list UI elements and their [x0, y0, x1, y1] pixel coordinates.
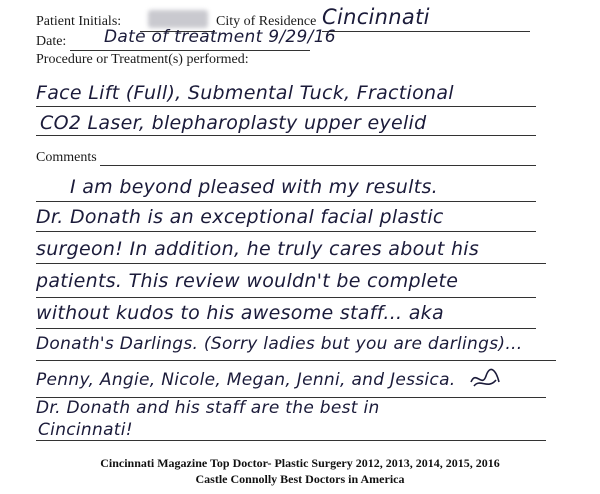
comment-line-3: surgeon! In addition, he truly cares about his	[36, 238, 480, 260]
city-label: City of Residence	[216, 14, 317, 29]
comments-label: Comments	[36, 150, 97, 165]
scribble-mark	[468, 368, 502, 390]
procedure-rule-2	[36, 135, 536, 136]
comment-line-9: Cincinnati!	[38, 420, 133, 440]
date-label: Date:	[36, 34, 67, 49]
procedure-rule-1	[36, 106, 536, 107]
comment-rule-1	[36, 201, 536, 202]
date-value: Date of treatment 9/29/16	[104, 27, 336, 47]
comment-line-7: Penny, Angie, Nicole, Megan, Jenni, and Jessica.	[36, 370, 456, 390]
comment-rule-3	[36, 263, 546, 264]
procedure-label: Procedure or Treatment(s) performed:	[36, 52, 249, 67]
comment-rule-6	[36, 360, 556, 361]
patient-initials-label: Patient Initials:	[36, 14, 122, 29]
comment-rule-5	[36, 328, 536, 329]
date-rule	[70, 50, 310, 51]
procedure-line-2: CO2 Laser, blepharoplasty upper eyelid	[40, 112, 427, 134]
procedure-line-1: Face Lift (Full), Submental Tuck, Fractional	[36, 82, 454, 104]
comment-line-6: Donath's Darlings. (Sorry ladies but you are darlings)...	[36, 334, 523, 354]
footer-castle-connolly: Castle Connolly Best Doctors in America	[195, 472, 405, 486]
comment-line-1: I am beyond pleased with my results.	[70, 176, 439, 198]
city-rule	[322, 31, 530, 32]
comment-line-4: patients. This review wouldn't be complete	[36, 270, 459, 292]
redacted-initials	[148, 10, 208, 28]
comment-line-5: without kudos to his awesome staff... aka	[36, 302, 444, 324]
comment-rule-2	[36, 231, 536, 232]
comment-line-2: Dr. Donath is an exceptional facial plastic	[36, 206, 444, 228]
comments-rule	[100, 165, 536, 166]
comment-rule-8	[36, 440, 546, 441]
footer-award-line: Cincinnati Magazine Top Doctor- Plastic Surgery 2012, 2013, 2014, 2015, 2016	[100, 456, 500, 470]
comment-rule-4	[36, 297, 536, 298]
city-value: Cincinnati	[322, 5, 430, 29]
comment-line-8: Dr. Donath and his staff are the best in	[36, 398, 380, 418]
